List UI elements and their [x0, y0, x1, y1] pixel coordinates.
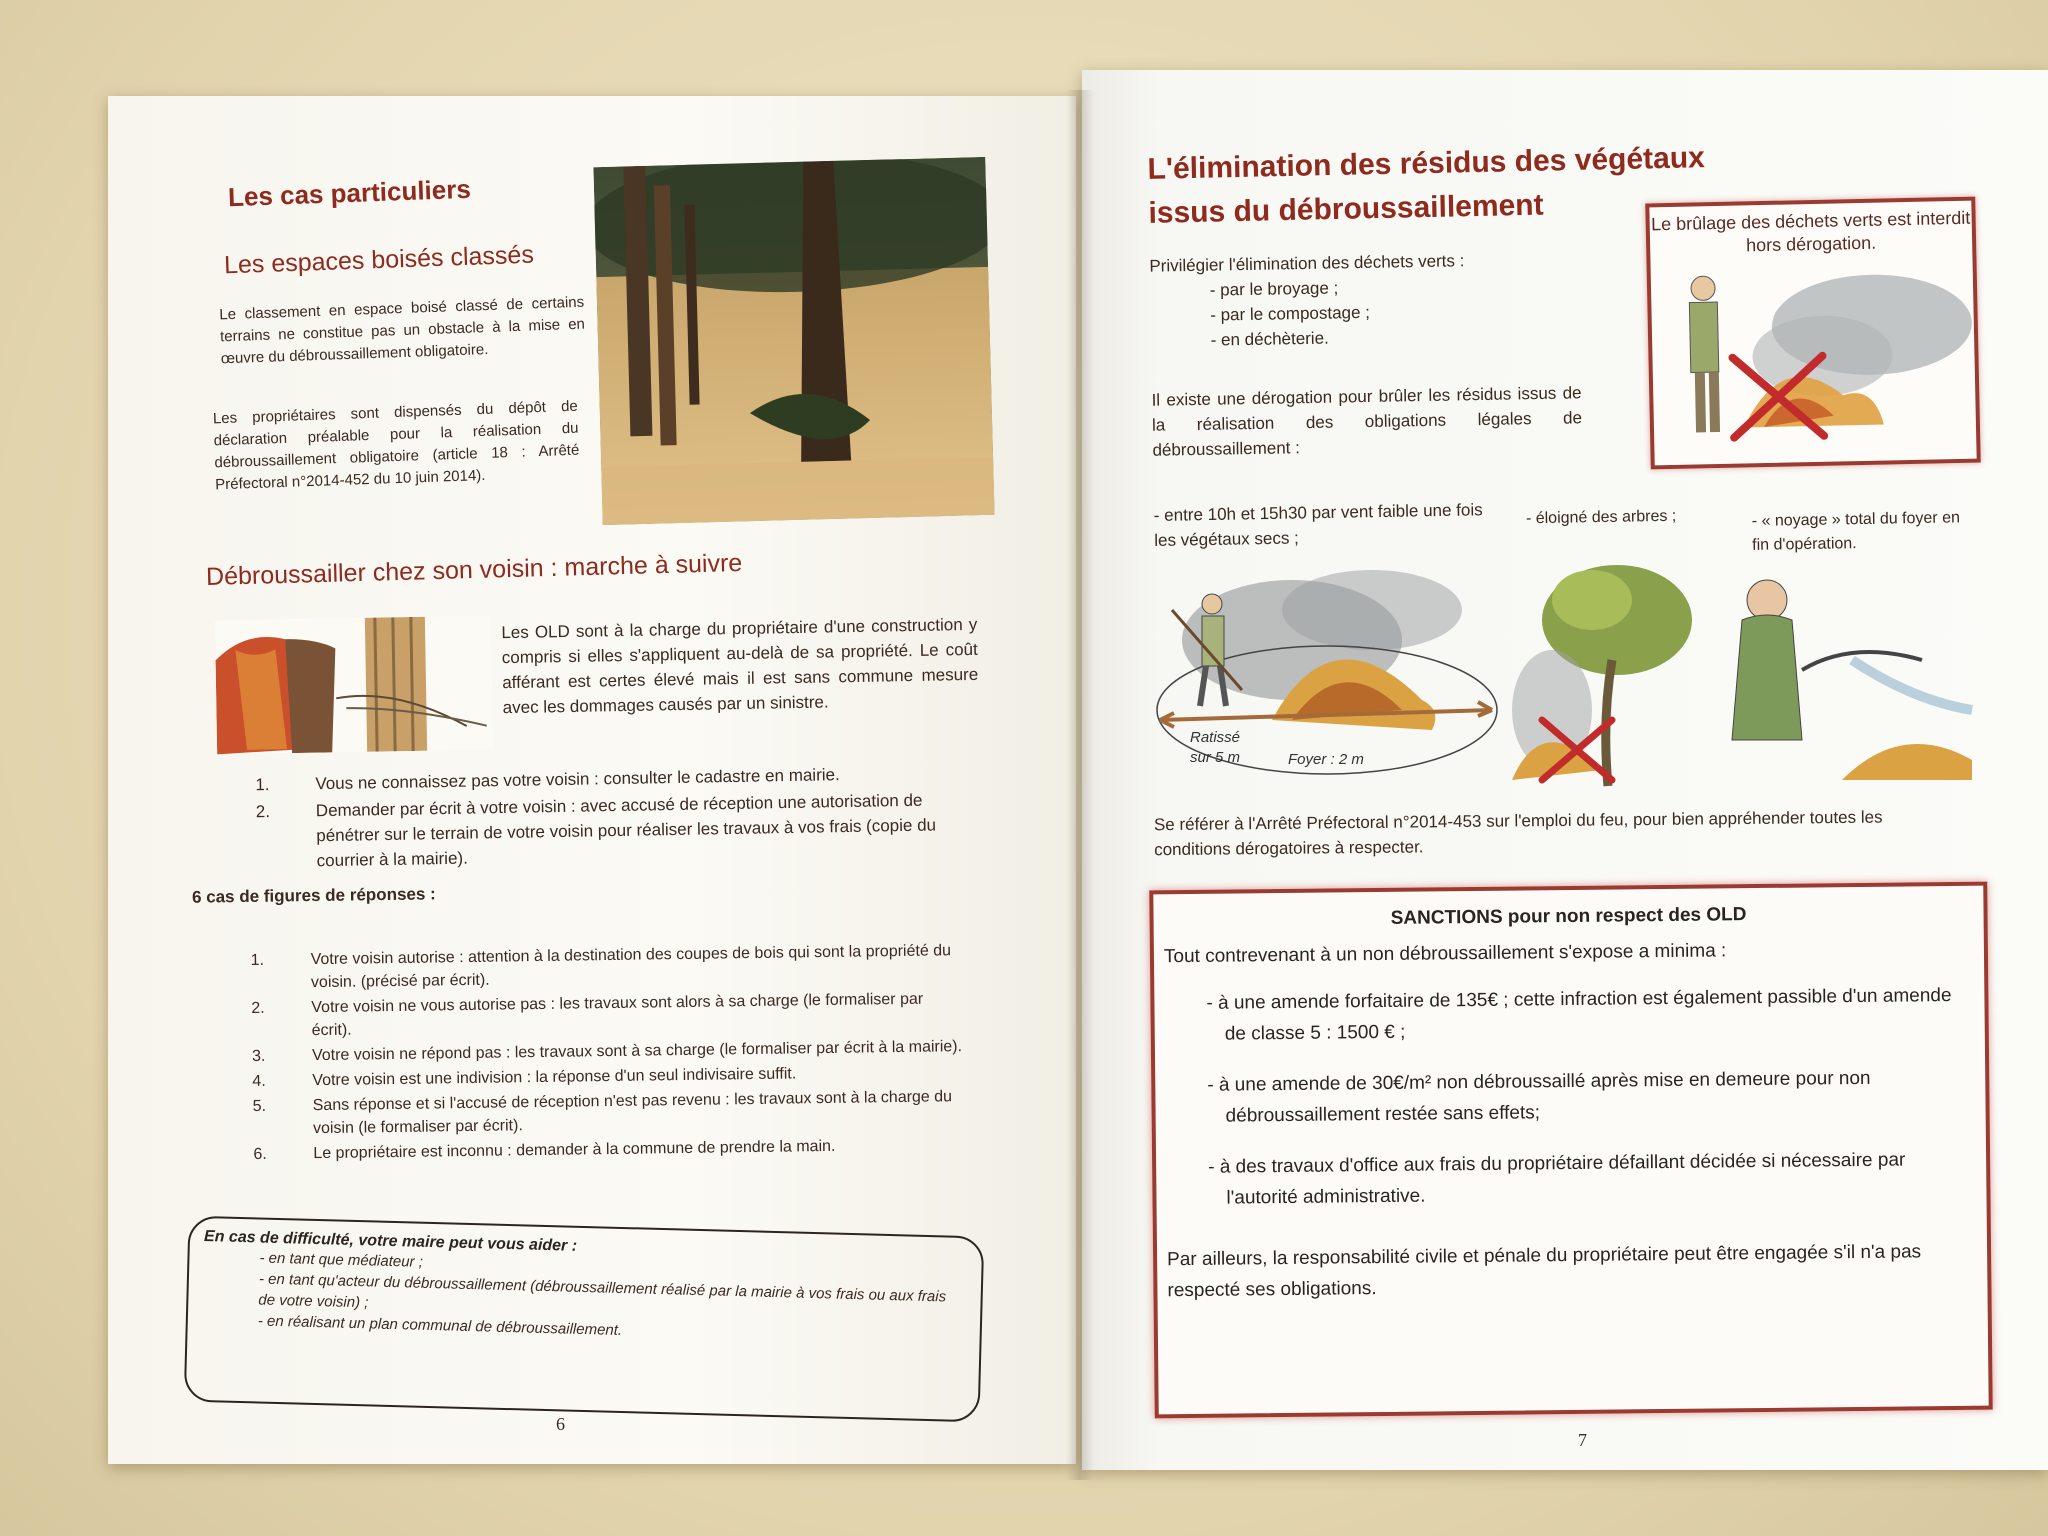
- cases-list: [251, 939, 970, 1168]
- list-number: 1.: [250, 951, 265, 970]
- burning-prohibited-illustration: [1650, 253, 1976, 450]
- sanction-item: - à des travaux d'office aux frais du propriétaire défaillant décidée si nécessaire par l'autorité administrative.: [1208, 1149, 1906, 1209]
- list-item: [251, 939, 968, 995]
- cases-title: 6 cas de figures de réponses :: [191, 884, 436, 907]
- list-text: Sans réponse et si l'accusé de réception n'est pas revenu : les travaux sont à la charge du voisin (le formaliser par écrit).: [312, 1088, 953, 1138]
- heading-debroussailler-voisin: Débroussailler chez son voisin : marche à suivre: [205, 548, 743, 592]
- heading-line: L'élimination des résidus des végétaux: [1147, 141, 1706, 186]
- mayor-help-item: - en réalisant un plan communal de débroussaillement.: [257, 1312, 623, 1339]
- refer-paragraph: Se référer à l'Arrêté Préfectoral n°2014-453 sur l'emploi du feu, pour bien appréhender toutes les conditions dérogatoires à respecter.: [1153, 807, 1883, 860]
- list-number: 3.: [251, 1047, 266, 1065]
- list-text: Votre voisin ne vous autorise pas : les travaux sont alors à sa charge (le formaliser par écrit).: [311, 990, 924, 1040]
- derogation-paragraph: Il existe une dérogation pour brûler les résidus issus de la réalisation des obligations légales de débroussaillement :: [1151, 383, 1583, 460]
- sanction-item: - à une amende de 30€/m² non débroussaillé après mise en demeure pour non débroussaillement restée sans effets;: [1207, 1067, 1871, 1127]
- old-paragraph: Les OLD sont à la charge du propriétaire d'une construction y compris si elles s'appliquent au-delà de sa propriété. Le coût afférant est certes élevé mais il est sans commune mesure avec les dommages causés par un sinistre.: [501, 614, 979, 718]
- booklet-spine: [1066, 90, 1094, 1480]
- preferred-item: - par le compostage ;: [1210, 302, 1371, 325]
- mayor-help-item: - en tant qu'acteur du débroussaillement (débroussaillement réalisé par la mairie à vos frais ou aux frais de votre voisin) ;: [258, 1270, 947, 1312]
- list-text: Le propriétaire est inconnu : demander à la commune de prendre la main.: [313, 1137, 836, 1163]
- sanctions-conclusion: Par ailleurs, la responsabilité civile et pénale du propriétaire peut être engagée s'il n'a pas respecté ses obligations.: [1167, 1241, 1922, 1302]
- page-number-right: 7: [1578, 1430, 1587, 1450]
- sanction-item: - à une amende forfaitaire de 135€ ; cette infraction est également passible d'un amende de classe 5 : 1500 € ;: [1206, 985, 1952, 1045]
- list-number: 4.: [252, 1072, 266, 1090]
- mayor-help-title: En cas de difficulté, votre maire peut vous aider :: [203, 1228, 578, 1255]
- label-ratisse: Ratissé: [1190, 729, 1241, 746]
- label-foyer: Foyer : 2 m: [1288, 751, 1364, 768]
- ebc-paragraph-2: Les propriétaires sont dispensés du dépôt de déclaration préalable pour la réalisation du débroussaillement obligatoire (article 18 : Arrêté Préfectoral n°2014-452 du 10 juin 2014).: [212, 397, 580, 494]
- burn-prohibited-box: [1645, 197, 1980, 470]
- mayor-help-item: - en tant que médiateur ;: [259, 1249, 424, 1271]
- forest-photo: [593, 157, 994, 525]
- list-item: [253, 1085, 970, 1141]
- condition-drowning: - « noyage » total du foyer en fin d'opération.: [1751, 509, 1961, 554]
- sanctions-box: [1149, 882, 1992, 1419]
- list-text: Demander par écrit à votre voisin : avec accusé de réception une autorisation de pénétrer sur le terrain de votre voisin pour réaliser les travaux à vos frais (copie du courrier à la mairie).: [315, 790, 937, 871]
- list-text: Votre voisin autorise : attention à la destination des coupes de bois qui sont la propriété du voisin. (précisé par écrit).: [310, 942, 952, 992]
- list-item: [251, 987, 968, 1043]
- steps-list: [255, 760, 977, 877]
- list-number: 1.: [255, 775, 270, 795]
- preferred-intro: Privilégier l'élimination des déchets verts :: [1149, 251, 1465, 276]
- sanctions-intro: Tout contrevenant à un non débroussaillement s'expose a minima :: [1163, 940, 1727, 968]
- list-number: 6.: [253, 1145, 267, 1163]
- condition-trees: - éloigné des arbres ;: [1525, 507, 1677, 528]
- preferred-disposal: [1149, 246, 1571, 353]
- condition-wind: - entre 10h et 15h30 par vent faible une fois les végétaux secs ;: [1153, 500, 1483, 550]
- burn-caption: Le brûlage des déchets verts est interdit hors dérogation.: [1650, 207, 1971, 256]
- tree-trunk-illustration: [215, 616, 493, 755]
- burning-rules-illustration: [1152, 560, 1982, 796]
- heading-espaces-boises: Les espaces boisés classés: [223, 240, 535, 280]
- heading-cas-particuliers: Les cas particuliers: [227, 173, 472, 213]
- list-number: 2.: [251, 999, 265, 1018]
- preferred-item: - en déchèterie.: [1210, 328, 1329, 350]
- heading-elimination: [1147, 136, 1709, 236]
- sanctions-title: SANCTIONS pour non respect des OLD: [1390, 904, 1747, 929]
- preferred-item: - par le broyage ;: [1209, 278, 1339, 300]
- list-text: Votre voisin ne répond pas : les travaux sont à sa charge (le formaliser par écrit à la mairie).: [311, 1038, 963, 1065]
- mayor-help-box: [184, 1216, 985, 1423]
- label-sur5m: sur 5 m: [1190, 749, 1241, 766]
- list-number: 2.: [255, 802, 271, 822]
- list-text: Vous ne connaissez pas votre voisin : consulter le cadastre en mairie.: [315, 765, 840, 794]
- heading-line: issus du débroussaillement: [1148, 188, 1544, 230]
- list-item: [256, 787, 977, 875]
- list-text: Votre voisin est une indivision : la réponse d'un seul indivisaire suffit.: [312, 1065, 797, 1090]
- page-number-left: 6: [556, 1414, 565, 1434]
- list-number: 5.: [252, 1097, 267, 1115]
- ebc-paragraph-1: Le classement en espace boisé classé de certains terrains ne constitue pas un obstacle à la mise en œuvre du débroussaillement obligatoire.: [219, 293, 586, 368]
